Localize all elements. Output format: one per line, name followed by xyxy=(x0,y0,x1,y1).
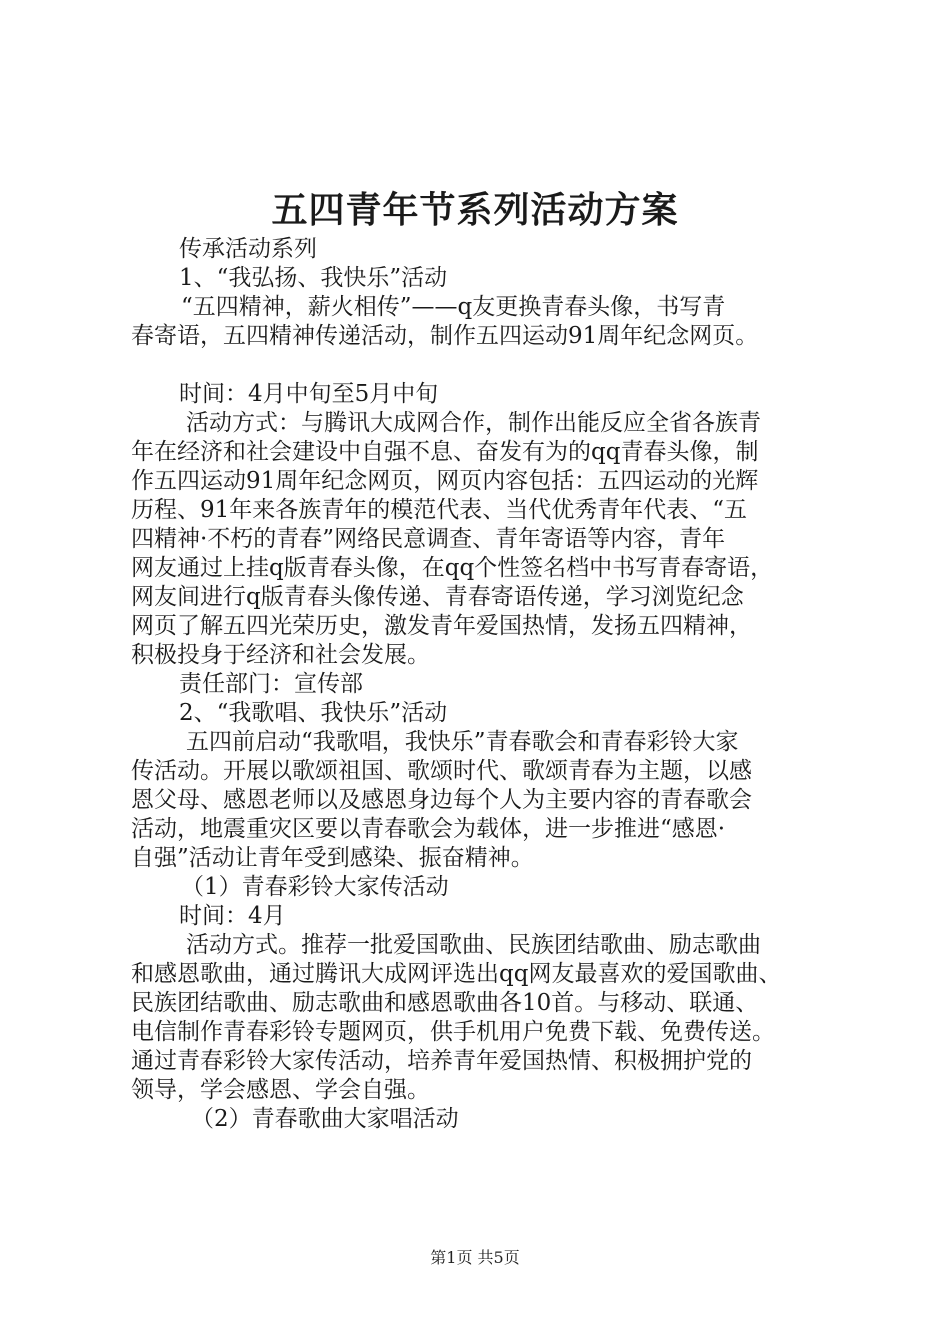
activity-heading: 1、“我弘扬、我快乐”活动 xyxy=(179,265,448,291)
section-heading: 传承活动系列 xyxy=(179,236,317,262)
paragraph-line: 四精神·不朽的青春”网络民意调查、青年寄语等内容，青年 xyxy=(131,526,726,552)
paragraph-line: 自强”活动让青年受到感染、振奋精神。 xyxy=(131,845,534,871)
page-footer: 第1页 共5页 xyxy=(430,1248,520,1267)
time-line: 时间：4月 xyxy=(179,903,286,929)
paragraph-line: 网友间进行q版青春头像传递、青春寄语传递，学习浏览纪念 xyxy=(131,584,744,610)
paragraph-line: 民族团结歌曲、励志歌曲和感恩歌曲各10首。与移动、联通、 xyxy=(131,990,759,1016)
department-line: 责任部门：宣传部 xyxy=(179,671,363,697)
paragraph-line: 恩父母、感恩老师以及感恩身边每个人为主要内容的青春歌会 xyxy=(131,787,752,813)
paragraph-line: 网友通过上挂q版青春头像，在qq个性签名档中书写青春寄语， xyxy=(131,555,774,581)
document-title: 五四青年节系列活动方案 xyxy=(271,189,679,231)
time-line: 时间：4月中旬至5月中旬 xyxy=(179,381,439,407)
paragraph-line: 电信制作青春彩铃专题网页，供手机用户免费下载、免费传送。 xyxy=(131,1019,775,1045)
document-body xyxy=(131,235,831,1134)
paragraph-line: 五四前启动“我歌唱，我快乐”青春歌会和青春彩铃大家 xyxy=(186,729,739,755)
paragraph-line: 活动，地震重灾区要以青春歌会为载体，进一步推进“感恩· xyxy=(131,816,726,842)
paragraph-line: 网页了解五四光荣历史，激发青年爱国热情，发扬五四精神， xyxy=(131,613,752,639)
paragraph-line: 传活动。开展以歌颂祖国、歌颂时代、歌颂青春为主题，以感 xyxy=(131,758,752,784)
paragraph-line: 作五四运动91周年纪念网页，网页内容包括：五四运动的光辉 xyxy=(131,468,759,494)
paragraph-line: 积极投身于经济和社会发展。 xyxy=(131,642,430,668)
paragraph-line: 活动方式。推荐一批爱国歌曲、民族团结歌曲、励志歌曲 xyxy=(186,932,761,958)
subsection-heading: （1）青春彩铃大家传活动 xyxy=(181,874,449,900)
paragraph-line: “五四精神，薪火相传”——q友更换青春头像，书写青 xyxy=(181,294,726,320)
paragraph-line: 历程、91年来各族青年的模范代表、当代优秀青年代表、“五 xyxy=(131,497,748,523)
paragraph-line: 领导，学会感恩、学会自强。 xyxy=(131,1077,430,1103)
paragraph-line: 年在经济和社会建设中自强不息、奋发有为的qq青春头像，制 xyxy=(131,439,759,465)
paragraph-line: 通过青春彩铃大家传活动，培养青年爱国热情、积极拥护党的 xyxy=(131,1048,752,1074)
blank-line xyxy=(131,351,831,380)
subsection-heading: （2）青春歌曲大家唱活动 xyxy=(191,1106,459,1132)
paragraph-line: 活动方式：与腾讯大成网合作，制作出能反应全省各族青 xyxy=(186,410,761,436)
paragraph-line: 和感恩歌曲，通过腾讯大成网评选出qq网友最喜欢的爱国歌曲、 xyxy=(131,961,782,987)
activity-heading: 2、“我歌唱、我快乐”活动 xyxy=(179,700,448,726)
paragraph-line: 春寄语，五四精神传递活动，制作五四运动91周年纪念网页。 xyxy=(131,323,759,349)
